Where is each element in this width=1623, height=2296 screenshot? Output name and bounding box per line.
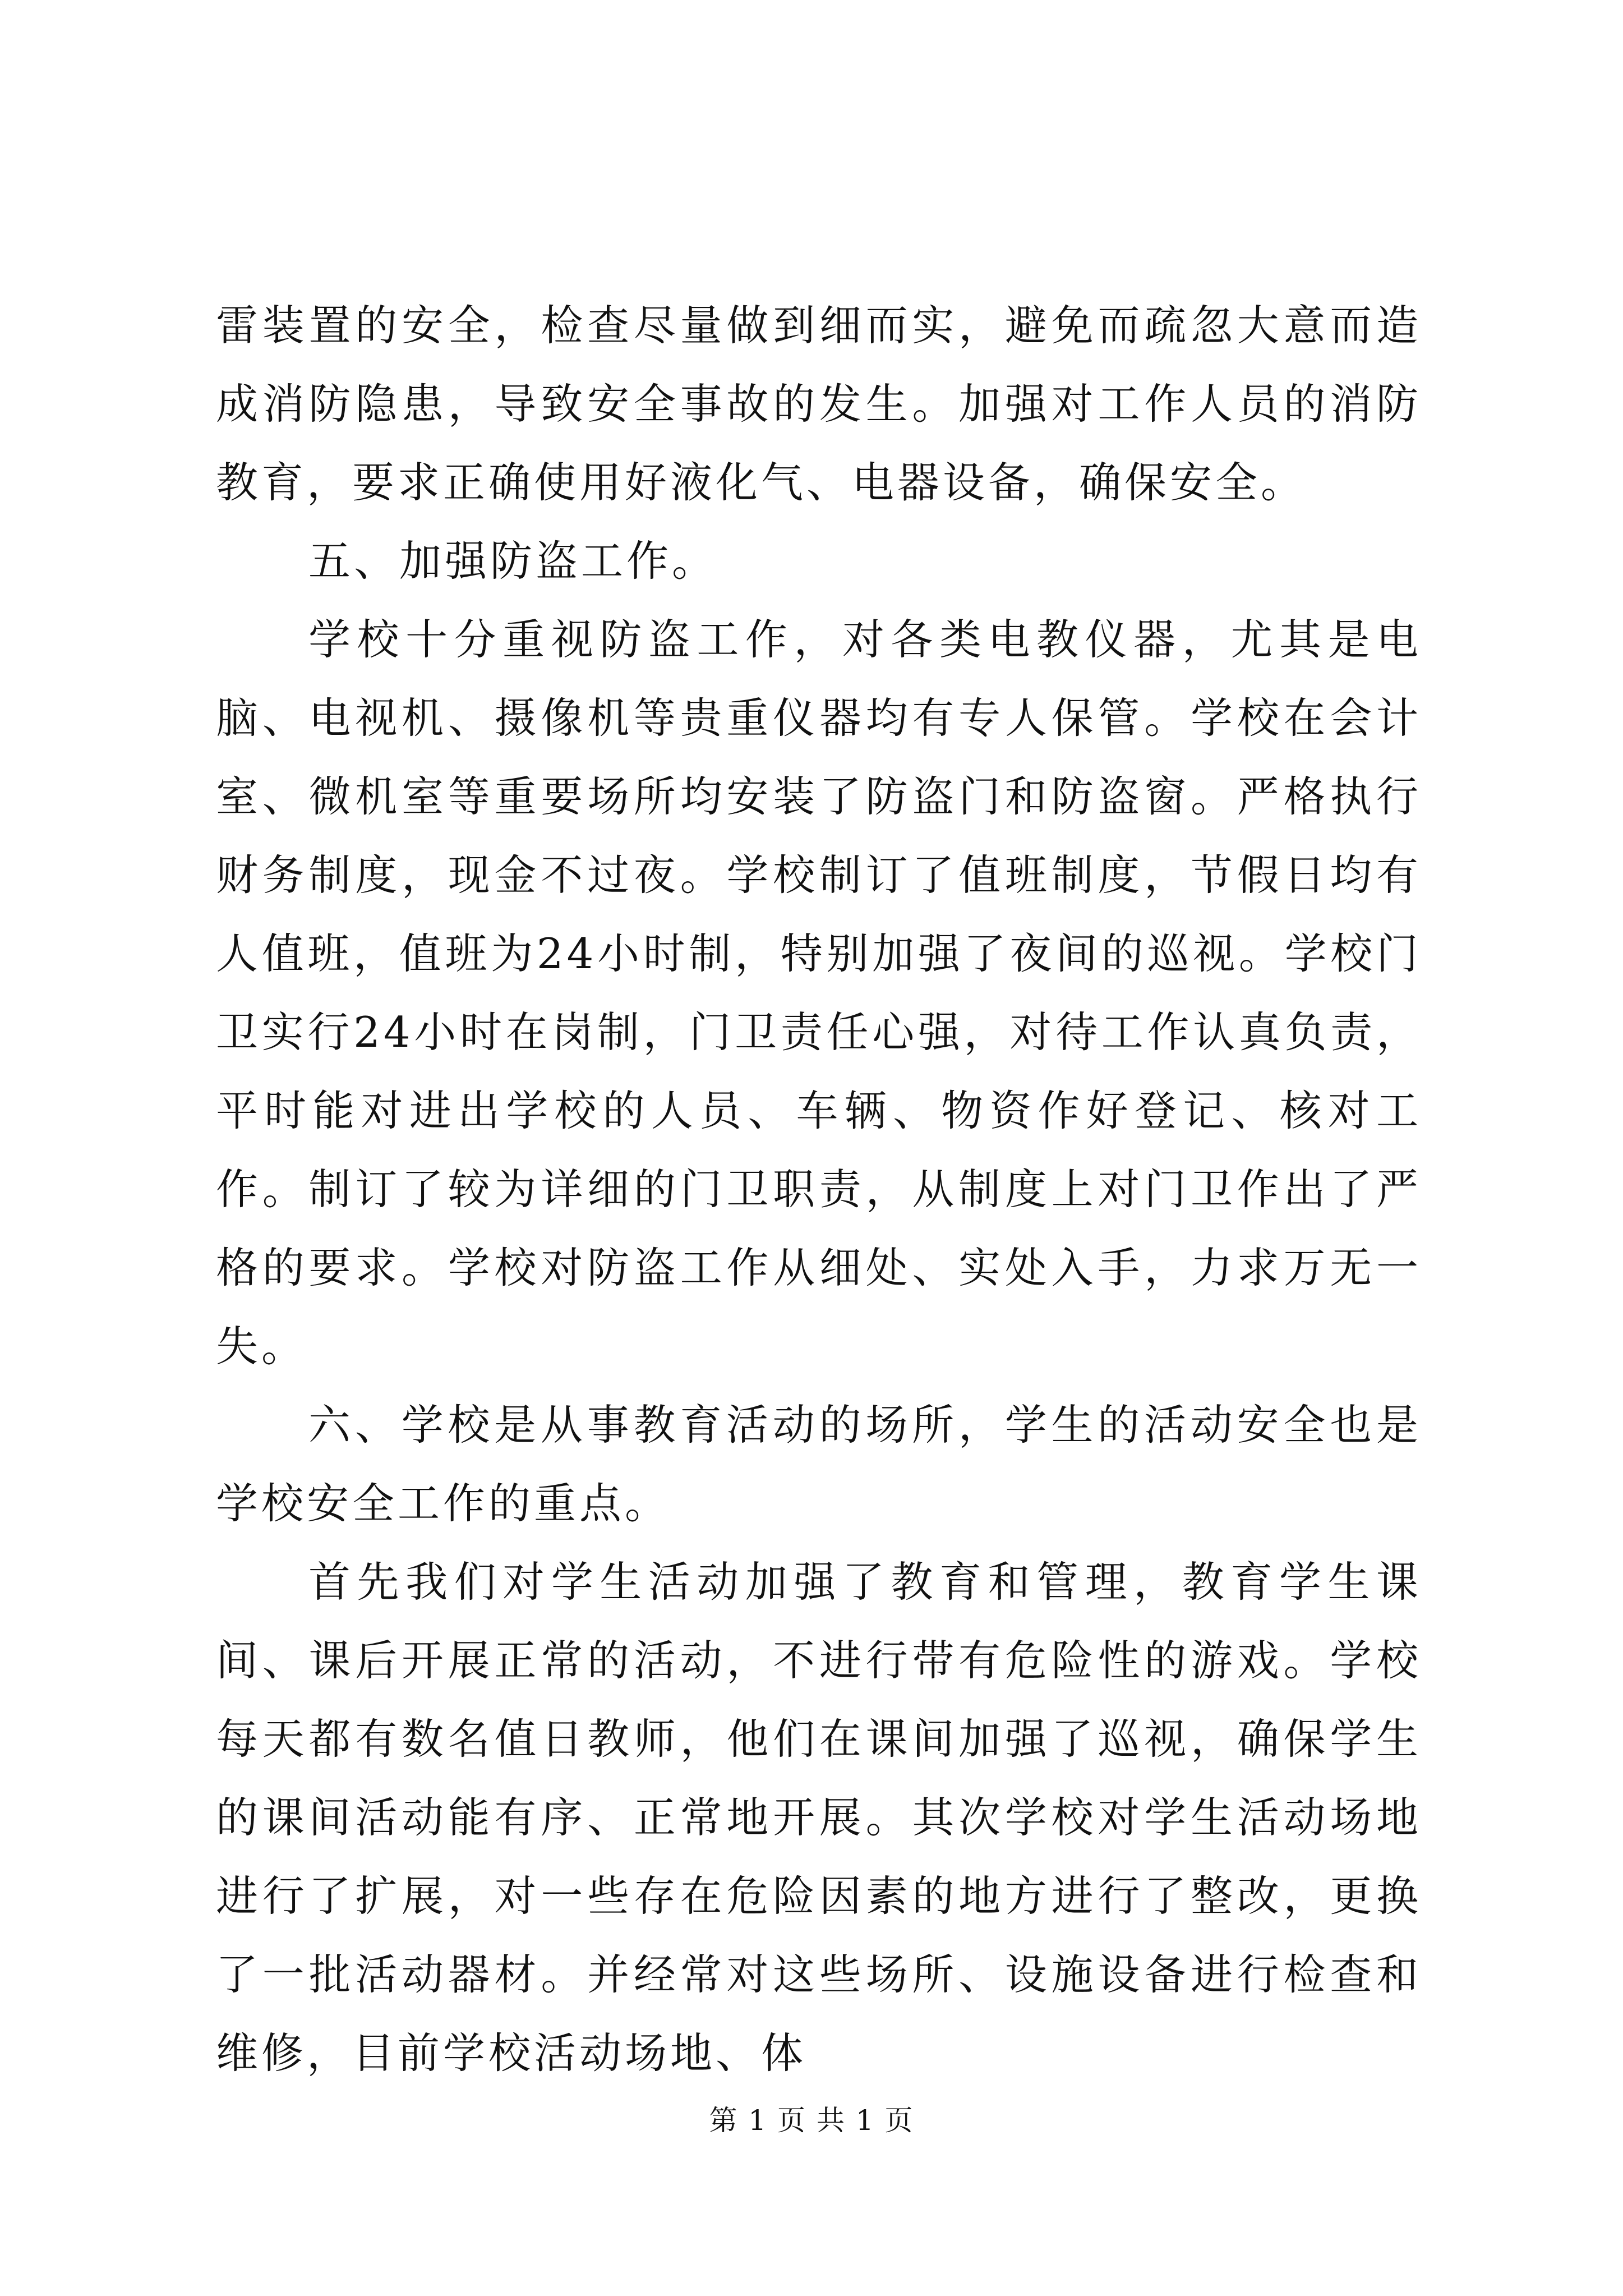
paragraph-student-activity: 首先我们对学生活动加强了教育和管理，教育学生课间、课后开展正常的活动，不进行带有危险性的游戏。学校每天都有数名值日教师，他们在课间加强了巡视，确保学生的课间活动能有序、正常地开展。其次学校对学生活动场地进行了扩展，对一些存在危险因素的地方进行了整改，更换了一批活动器材。并经常对这些场所、设施设备进行检查和维修，目前学校活动场地、体: [216, 1557, 1422, 2078]
section-heading-5: 五、加强防盗工作。: [308, 536, 718, 586]
section-heading-6: 六、学校是从事教育活动的场所，学生的活动安全也是学校安全工作的重点。: [216, 1400, 1422, 1528]
paragraph-theft-prevention: 学校十分重视防盗工作，对各类电教仪器，尤其是电脑、电视机、摄像机等贵重仪器均有专人保管。学校在会计室、微机室等重要场所均安装了防盗门和防盗窗。严格执行财务制度，现金不过夜。学校制订了值班制度，节假日均有人值班，值班为24小时制，特别加强了夜间的巡视。学校门卫实行24小时在岗制，门卫责任心强，对待工作认真负责，平时能对进出学校的人员、车辆、物资作好登记、核对工作。制订了较为详细的门卫职责，从制度上对门卫作出了严格的要求。学校对防盗工作从细处、实处入手，力求万无一失。: [216, 615, 1422, 1371]
paragraph-continued: 雷装置的安全，检查尽量做到细而实，避免而疏忽大意而造成消防隐患，导致安全事故的发生。加强对工作人员的消防教育，要求正确使用好液化气、电器设备，确保安全。: [216, 301, 1422, 507]
document-body: [216, 286, 1422, 2092]
page-footer: 第 1 页 共 1 页: [709, 2104, 914, 2137]
